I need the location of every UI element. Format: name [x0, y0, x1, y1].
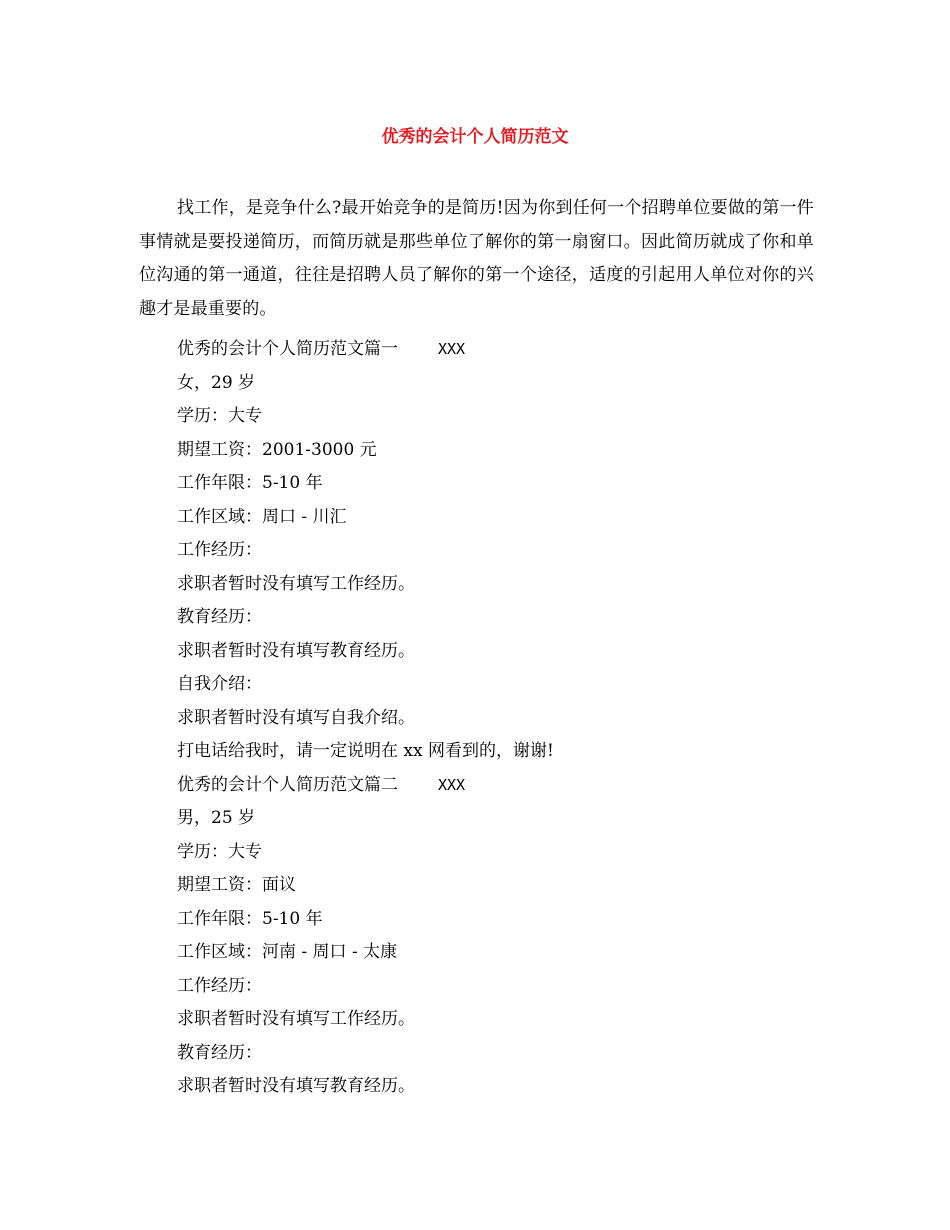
sample1-self-text: 求职者暂时没有填写自我介绍。: [177, 707, 415, 728]
sample2-work-label: 工作经历：: [177, 975, 262, 996]
sample2-edu-label: 教育经历：: [177, 1042, 262, 1063]
sample1-work-label: 工作经历：: [177, 540, 262, 560]
sample1-contact: 打电话给我时，请一定说明在 xx 网看到的，谢谢!: [177, 741, 554, 761]
sample1-area: 工作区域：周口 - 川汇: [177, 506, 347, 527]
sample1-gender-age: 女，29 岁: [177, 372, 256, 393]
sample2-years: 工作年限：5-10 年: [177, 908, 323, 929]
sample1-work-text: 求职者暂时没有填写工作经历。: [177, 573, 415, 594]
sample2-salary: 期望工资：面议: [177, 875, 296, 895]
sample2-gender-age: 男，25 岁: [177, 808, 256, 828]
sample1-name: XXX: [438, 340, 466, 358]
sample1-education: 学历：大专: [177, 406, 262, 426]
resume-body: [177, 333, 817, 1104]
sample1-self-label: 自我介绍：: [177, 674, 262, 694]
sample2-education: 学历：大专: [177, 841, 262, 862]
sample2-edu-text: 求职者暂时没有填写教育经历。: [177, 1076, 415, 1096]
sample1-heading-line: [177, 333, 817, 367]
sample2-area: 工作区域：河南 - 周口 - 太康: [177, 942, 398, 962]
sample1-edu-text: 求职者暂时没有填写教育经历。: [177, 640, 415, 661]
sample1-edu-label: 教育经历：: [177, 607, 262, 627]
sample1-heading: 优秀的会计个人简历范文篇一: [177, 339, 398, 359]
sample1-salary: 期望工资：2001-3000 元: [177, 439, 377, 460]
sample2-work-text: 求职者暂时没有填写工作经历。: [177, 1009, 415, 1029]
sample2-heading: 优秀的会计个人简历范文篇二: [177, 774, 398, 795]
sample2-heading-line: [177, 769, 817, 803]
intro-paragraph: 找工作，是竞争什么?最开始竞争的是简历!因为你到任何一个招聘单位要做的第一件事情就是要投递简历，而简历就是那些单位了解你的第一扇窗口。因此简历就成了你和单位沟通的第一通道，往往是招聘人员了解你的第一个途径，适度的引起用人单位对你的兴趣才是最重要的。: [139, 198, 814, 319]
document-title: 优秀的会计个人简历范文: [381, 127, 569, 147]
sample2-name: XXX: [438, 775, 466, 794]
sample1-years: 工作年限：5-10 年: [177, 473, 323, 493]
